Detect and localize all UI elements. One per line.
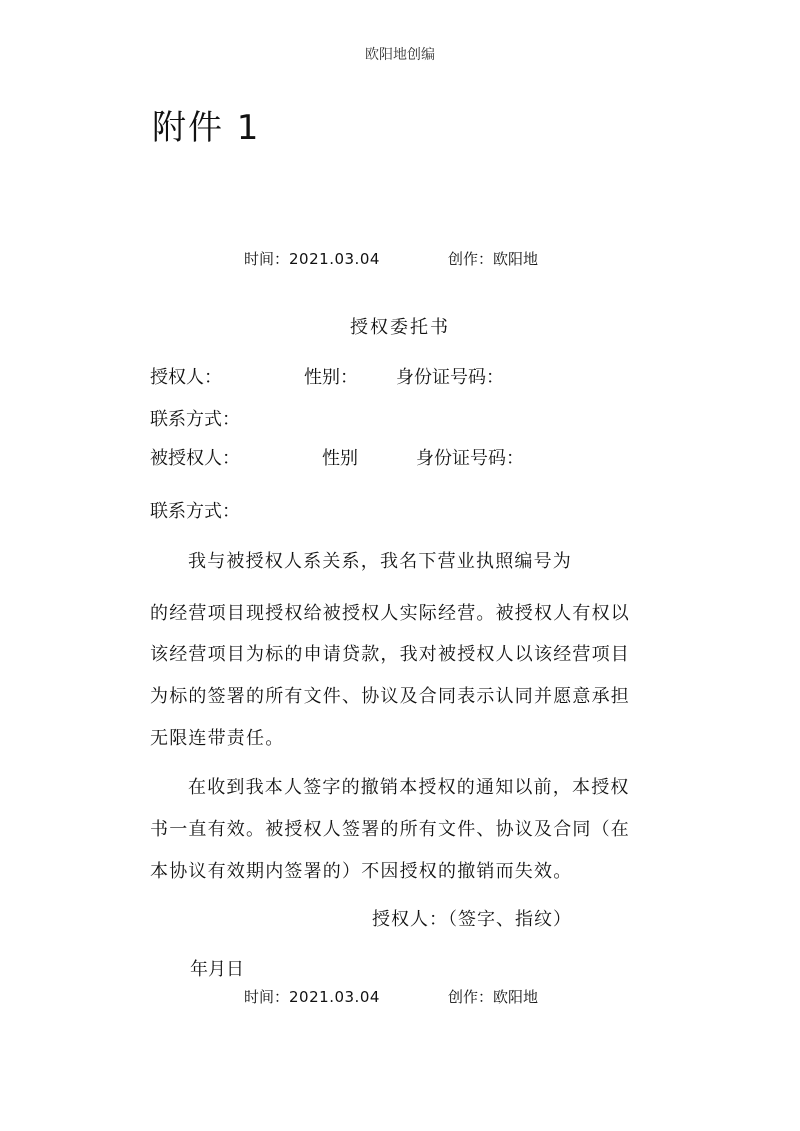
grantor-gender-label: 性别： [304,367,358,388]
body-paragraph-2-line-2: 书一直有效。被授权人签署的所有文件、协议及合同（在 [150,819,630,840]
grantee-gender-label: 性别 [322,448,358,469]
author-value: 欧阳地 [493,988,539,1006]
meta-time-bottom [244,986,380,1007]
grantor-label: 授权人： [150,367,222,388]
body-paragraph-1-line-5: 无限连带责任。 [150,728,285,749]
meta-author-bottom [448,986,538,1007]
body-paragraph-1-line-1: 我与被授权人系关系，我名下营业执照编号为 [188,551,572,572]
grantor-contact-label: 联系方式： [150,409,240,430]
page-header: 欧阳地创编 [365,47,435,63]
grantee-id-label: 身份证号码： [416,448,524,469]
document-title: 授权委托书 [350,317,450,338]
author-label: 创作： [448,250,494,268]
body-paragraph-1-line-3: 该经营项目为标的申请贷款，我对被授权人以该经营项目 [150,644,630,665]
body-paragraph-2-line-3: 本协议有效期内签署的）不因授权的撤销而失效。 [150,861,573,882]
body-paragraph-1-line-2: 的经营项目现授权给被授权人实际经营。被授权人有权以 [150,603,630,624]
author-value: 欧阳地 [493,250,539,268]
time-value: 2021.03.04 [289,250,380,268]
grantee-contact-label: 联系方式： [150,501,240,522]
time-label: 时间： [244,988,290,1006]
time-label: 时间： [244,250,290,268]
meta-time-top [244,248,380,269]
time-value: 2021.03.04 [289,988,380,1006]
attachment-label: 附件 1 [152,108,261,148]
author-label: 创作： [448,988,494,1006]
date-line: 年月日 [190,959,244,980]
grantee-label: 被授权人： [150,448,240,469]
body-paragraph-2-line-1: 在收到我本人签字的撤销本授权的通知以前，本授权 [188,777,630,798]
grantor-id-label: 身份证号码： [396,367,504,388]
signature-line: 授权人：（签字、指纹） [372,909,572,930]
body-paragraph-1-line-4: 为标的签署的所有文件、协议及合同表示认同并愿意承担 [150,686,630,707]
meta-author-top [448,248,538,269]
